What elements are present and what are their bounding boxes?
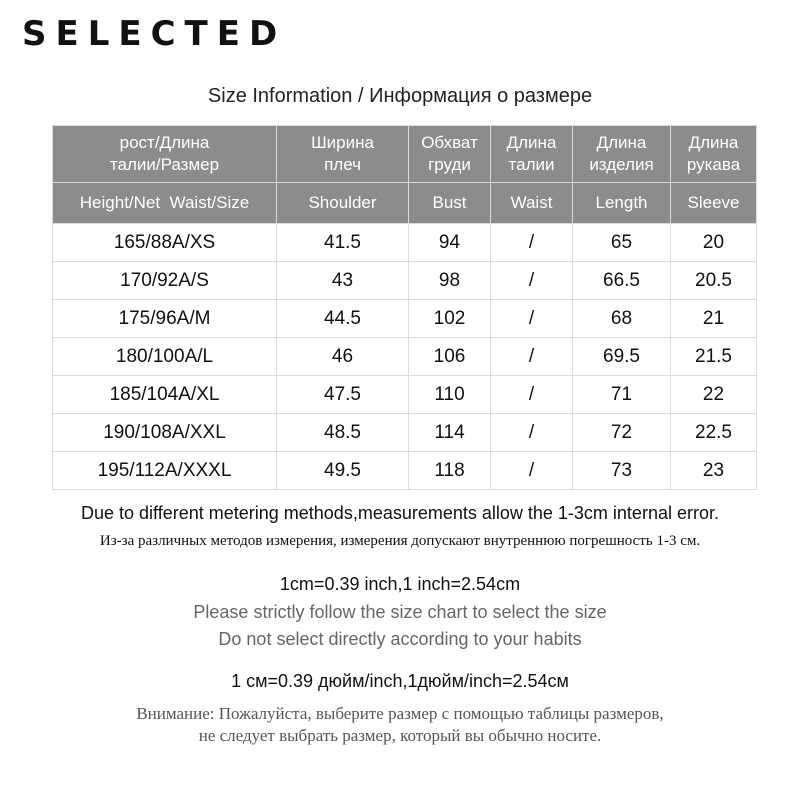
measurement-cell: / — [491, 262, 573, 300]
measurement-cell: 41.5 — [277, 224, 409, 262]
measurement-cell: 46 — [277, 338, 409, 376]
measurement-cell: 49.5 — [277, 452, 409, 490]
header-ru-5: Длина рукава — [671, 126, 757, 183]
header-row-en — [53, 183, 757, 224]
advice-line-2: Do not select directly according to your habits — [218, 629, 582, 649]
header-ru-1: Ширина плеч — [277, 126, 409, 183]
header-en-5: Sleeve — [671, 183, 757, 224]
size-cell: 185/104A/XL — [53, 376, 277, 414]
warning-ru-line-2: не следует выбрать размер, который вы обычно носите. — [198, 726, 602, 745]
measurement-cell: / — [491, 300, 573, 338]
header-ru-0: рост/Длина талии/Размер — [53, 126, 277, 183]
measurement-cell: 118 — [409, 452, 491, 490]
measurement-cell: 114 — [409, 414, 491, 452]
measurement-cell: 106 — [409, 338, 491, 376]
measurement-cell: 22 — [671, 376, 757, 414]
measurement-cell: 21 — [671, 300, 757, 338]
measurement-cell: 110 — [409, 376, 491, 414]
measurement-cell: 66.5 — [573, 262, 671, 300]
measurement-cell: / — [491, 414, 573, 452]
header-en-0: Height/Net Waist/Size — [53, 183, 277, 224]
measurement-cell: / — [491, 224, 573, 262]
size-cell: 175/96A/M — [53, 300, 277, 338]
measurement-cell: 65 — [573, 224, 671, 262]
error-note-en: Due to different metering methods,measurements allow the 1-3cm internal error. — [81, 503, 719, 523]
measurement-cell: 47.5 — [277, 376, 409, 414]
measurement-cell: 71 — [573, 376, 671, 414]
warning-ru-line-1: Внимание: Пожалуйста, выберите размер с помощью таблицы размеров, — [136, 704, 664, 723]
measurement-cell: 102 — [409, 300, 491, 338]
measurement-cell: 23 — [671, 452, 757, 490]
measurement-cell: 72 — [573, 414, 671, 452]
header-en-2: Bust — [409, 183, 491, 224]
table-row — [53, 452, 757, 490]
size-cell: 195/112A/XXXL — [53, 452, 277, 490]
header-ru-3: Длина талии — [491, 126, 573, 183]
size-cell: 170/92A/S — [53, 262, 277, 300]
measurement-cell: 44.5 — [277, 300, 409, 338]
size-table — [52, 125, 757, 490]
unit-conversion: 1cm=0.39 inch,1 inch=2.54cm — [279, 574, 521, 594]
measurement-cell: 20 — [671, 224, 757, 262]
size-cell: 165/88A/XS — [53, 224, 277, 262]
table-body — [53, 224, 757, 490]
header-en-3: Waist — [491, 183, 573, 224]
measurement-cell: 21.5 — [671, 338, 757, 376]
size-cell: 180/100A/L — [53, 338, 277, 376]
table-row — [53, 338, 757, 376]
table-row — [53, 262, 757, 300]
table-row — [53, 376, 757, 414]
header-row-ru — [53, 126, 757, 183]
measurement-cell: 22.5 — [671, 414, 757, 452]
advice-line-1: Please strictly follow the size chart to select the size — [193, 602, 607, 622]
measurement-cell: 94 — [409, 224, 491, 262]
header-ru-4: Длина изделия — [573, 126, 671, 183]
size-cell: 190/108A/XXL — [53, 414, 277, 452]
measurement-cell: 48.5 — [277, 414, 409, 452]
header-en-4: Length — [573, 183, 671, 224]
measurement-cell: 68 — [573, 300, 671, 338]
table-row — [53, 224, 757, 262]
measurement-cell: 20.5 — [671, 262, 757, 300]
measurement-cell: 43 — [277, 262, 409, 300]
table-row — [53, 414, 757, 452]
brand-logo: SELECTED — [22, 14, 287, 54]
measurement-cell: / — [491, 338, 573, 376]
table-row — [53, 300, 757, 338]
measurement-cell: 73 — [573, 452, 671, 490]
measurement-cell: / — [491, 452, 573, 490]
header-en-1: Shoulder — [277, 183, 409, 224]
error-note-ru: Из-за различных методов измерения, измерения допускают внутреннюю погрешность 1-3 см. — [99, 533, 701, 549]
unit-conversion-ru: 1 см=0.39 дюйм/inch,1дюйм/inch=2.54см — [231, 671, 569, 691]
measurement-cell: / — [491, 376, 573, 414]
measurement-cell: 98 — [409, 262, 491, 300]
page-title: Size Information / Информация о размере — [207, 85, 593, 107]
measurement-cell: 69.5 — [573, 338, 671, 376]
header-ru-2: Обхват груди — [409, 126, 491, 183]
